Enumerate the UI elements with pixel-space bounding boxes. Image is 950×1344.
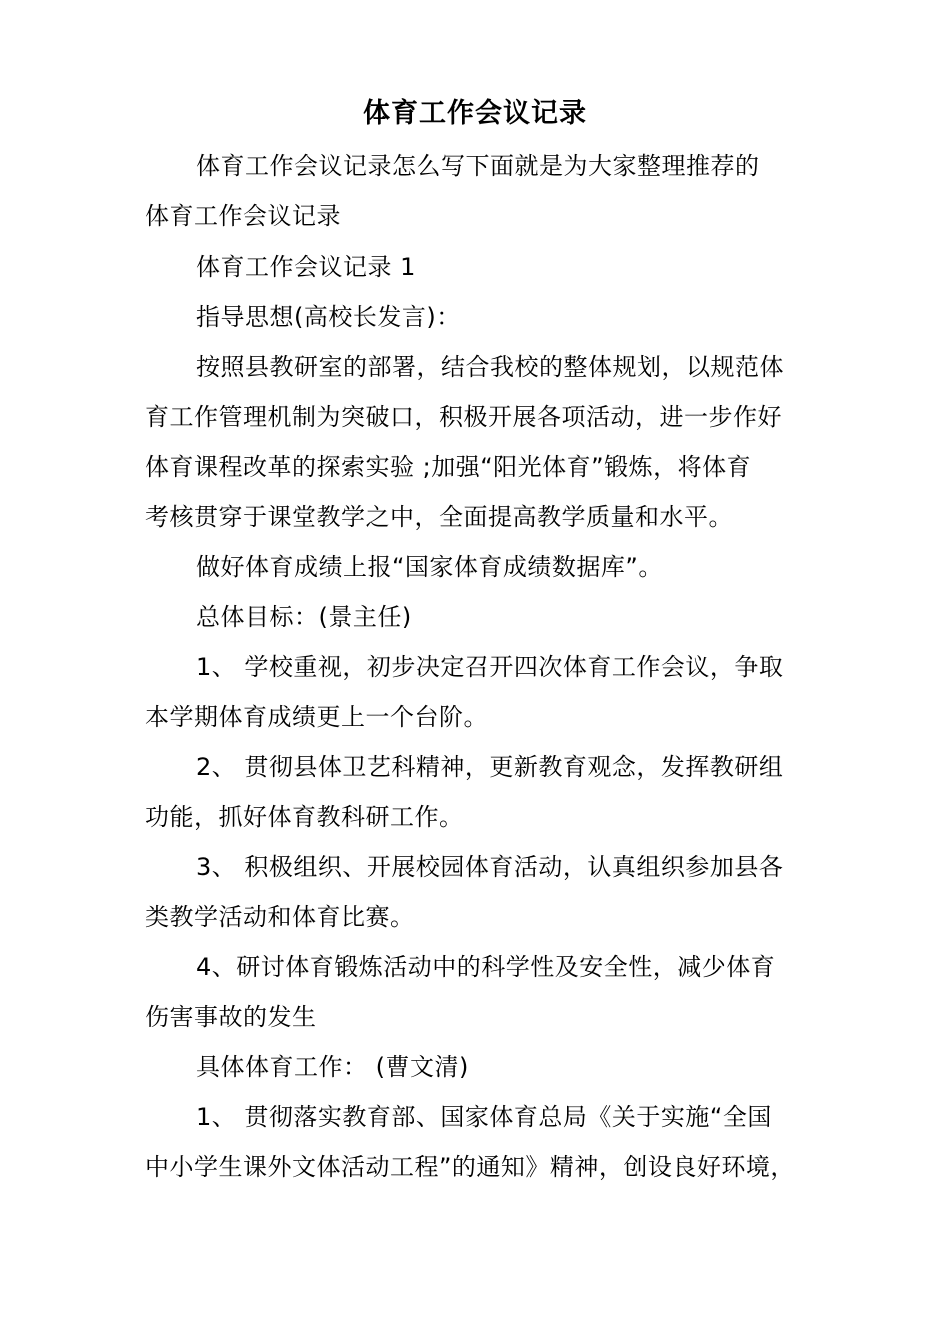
section-heading: 体育工作会议记录 1 bbox=[196, 253, 416, 281]
paragraph-line: 体育课程改革的探索实验 ;加强“阳光体育”锻炼，将体育 bbox=[145, 453, 752, 481]
list-item: 1、 贯彻落实教育部、国家体育总局《关于实施“全国 bbox=[196, 1103, 772, 1131]
list-item: 4、研讨体育锻炼活动中的科学性及安全性，减少体育 bbox=[196, 953, 776, 981]
paragraph-line: 按照县教研室的部署，结合我校的整体规划，以规范体 bbox=[196, 353, 784, 381]
list-item: 1、 学校重视，初步决定召开四次体育工作会议，争取 bbox=[196, 653, 784, 681]
list-item-continuation: 功能，抓好体育教科研工作。 bbox=[145, 803, 464, 831]
list-item-continuation: 类教学活动和体育比赛。 bbox=[145, 903, 415, 931]
list-item-continuation: 中小学生课外文体活动工程”的通知》精神，创设良好环境， bbox=[145, 1153, 795, 1181]
section-heading: 总体目标：(景主任) bbox=[196, 603, 412, 631]
list-item: 3、 积极组织、开展校园体育活动，认真组织参加县各 bbox=[196, 853, 784, 881]
paragraph-line: 体育工作会议记录 bbox=[145, 202, 341, 230]
paragraph-line: 体育工作会议记录怎么写下面就是为大家整理推荐的 bbox=[196, 152, 760, 180]
section-heading: 指导思想(高校长发言)： bbox=[196, 303, 461, 331]
paragraph-line: 考核贯穿于课堂教学之中，全面提高教学质量和水平。 bbox=[145, 503, 733, 531]
document-title: 体育工作会议记录 bbox=[363, 98, 587, 129]
list-item: 2、 贯彻县体卫艺科精神，更新教育观念，发挥教研组 bbox=[196, 753, 784, 781]
section-heading: 具体体育工作： (曹文清) bbox=[196, 1053, 469, 1081]
paragraph-line: 做好体育成绩上报“国家体育成绩数据库”。 bbox=[196, 553, 663, 581]
paragraph-line: 育工作管理机制为突破口，积极开展各项活动，进一步作好 bbox=[145, 403, 782, 431]
list-item-continuation: 伤害事故的发生 bbox=[145, 1003, 317, 1031]
list-item-continuation: 本学期体育成绩更上一个台阶。 bbox=[145, 703, 488, 731]
